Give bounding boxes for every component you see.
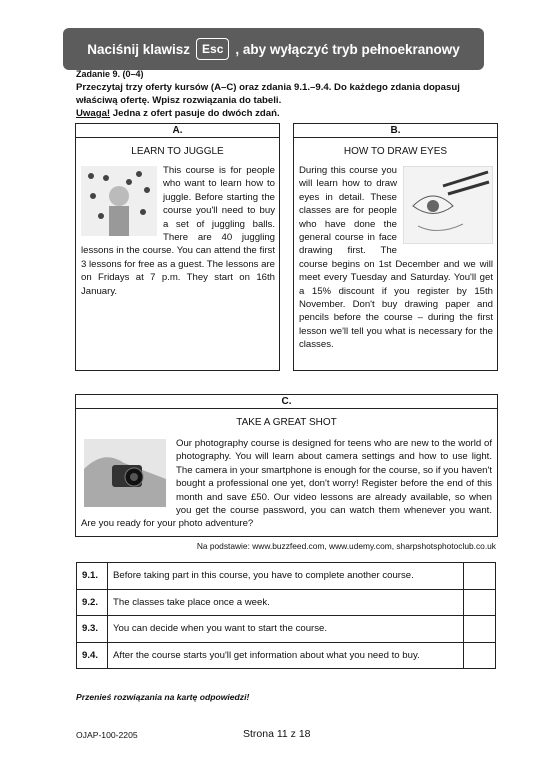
- statement-text: Before taking part in this course, you have to complete another course.: [108, 563, 464, 590]
- table-row: [77, 589, 496, 616]
- offer-c-body: [81, 437, 492, 531]
- offer-c-text: Our photography course is designed for teens who are new to the world of photography. You will learn about camera settings and how to use light. The camera in your smartphone is enough for the course, so if you haven't bought a professional one yet, don't worry! Register before the end of this month and save £50. Our video lessons are already available, so when you get the course password, you can watch them whenever you want. Are you ready for your photo adventure?: [81, 438, 492, 530]
- statement-text: After the course starts you'll get information about what you need to buy.: [108, 642, 464, 669]
- task-line-1: Przeczytaj trzy oferty kursów (A–C) oraz zdania 9.1.–9.4. Do każdego zdania dopasuj: [76, 82, 460, 93]
- answer-cell[interactable]: [464, 642, 496, 669]
- table-row: [77, 642, 496, 669]
- exam-code: OJAP-100-2205: [76, 730, 138, 740]
- page-number: Strona 11 z 18: [243, 728, 311, 740]
- offer-a: [75, 123, 280, 371]
- offer-b-body: [299, 164, 493, 352]
- statement-number: 9.4.: [77, 642, 108, 669]
- offer-a-text: This course is for people who want to learn how to juggle. Before starting the course you'll need to buy a set of juggling balls. There are 40 juggling lessons in the course. You can attend the first 3 lessons for free as a guest. The lessons are on Fridays at 7 p.m. They start on 16th January.: [81, 165, 275, 297]
- offer-b-letter: B.: [294, 124, 497, 138]
- fullscreen-banner: [63, 28, 484, 70]
- statement-number: 9.2.: [77, 589, 108, 616]
- statement-number: 9.3.: [77, 616, 108, 643]
- offer-a-title: LEARN TO JUGGLE: [131, 146, 224, 157]
- note-label: Uwaga!: [76, 108, 111, 119]
- offer-b-text: During this course you will learn how to draw eyes in detail. These classes are for people who have done the general course in face drawing first. The course begins on 1st December and we will meet every Tuesday and Saturday. You'll get a 15% discount if you register by 15th November. Don't buy drawing paper and pencils before the course – during the first lesson we'll tell you what is necessary for the classes.: [299, 165, 493, 351]
- offer-c-title: TAKE A GREAT SHOT: [236, 417, 337, 428]
- source-line: Na podstawie: www.buzzfeed.com, www.udemy.com, sharpshotsphotoclub.co.uk: [196, 541, 496, 551]
- eye-drawing-photo: [403, 166, 493, 244]
- statement-number: 9.1.: [77, 563, 108, 590]
- note-text: Jedna z ofert pasuje do dwóch zdań.: [110, 108, 280, 119]
- task-line-2: właściwą ofertę. Wpisz rozwiązania do tabeli.: [76, 95, 282, 106]
- table-row: [77, 616, 496, 643]
- answer-cell[interactable]: [464, 616, 496, 643]
- esc-key[interactable]: Esc: [196, 38, 229, 60]
- task-instructions: [76, 68, 496, 120]
- table-row: [77, 563, 496, 590]
- photographer-photo: [84, 439, 166, 507]
- offer-c: [75, 394, 498, 537]
- statement-text: You can decide when you want to start the course.: [108, 616, 464, 643]
- offer-c-letter: C.: [76, 395, 497, 409]
- offer-b: [293, 123, 498, 371]
- answer-cell[interactable]: [464, 563, 496, 590]
- offer-b-title: HOW TO DRAW EYES: [343, 146, 448, 157]
- juggler-photo: [81, 166, 157, 236]
- offer-a-letter: A.: [76, 124, 279, 138]
- answer-cell[interactable]: [464, 589, 496, 616]
- statement-text: The classes take place once a week.: [108, 589, 464, 616]
- task-note: [76, 107, 496, 120]
- banner-text-after: , aby wyłączyć tryb pełnoekranowy: [235, 41, 460, 57]
- answer-sheet-note: Przenieś rozwiązania na kartę odpowiedzi!: [76, 692, 250, 702]
- task-header: Zadanie 9. (0–4): [76, 69, 144, 79]
- statements-table: [76, 562, 496, 669]
- banner-text-before: Naciśnij klawisz: [87, 41, 191, 57]
- offer-a-body: [81, 164, 275, 298]
